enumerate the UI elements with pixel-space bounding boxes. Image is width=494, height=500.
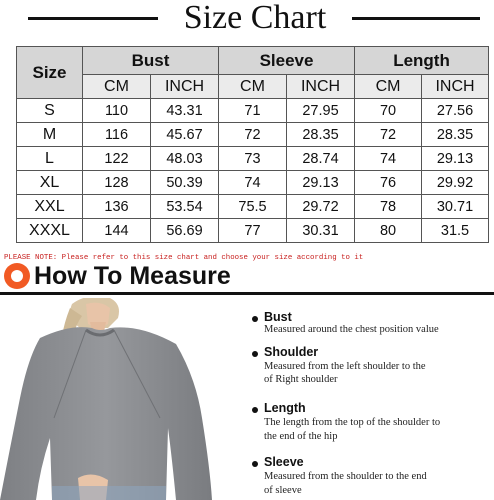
- sleeve-inch: 28.35: [287, 123, 355, 147]
- unit-sleeve-inch: INCH: [287, 75, 355, 99]
- table-row: [17, 195, 489, 219]
- measure-sleeve-desc-1: Measured from the shoulder to the end: [264, 471, 427, 482]
- size-label: XXL: [17, 195, 83, 219]
- size-chart-header: [0, 0, 494, 36]
- bust-cm: 110: [83, 99, 151, 123]
- page-title: Size Chart: [183, 0, 327, 36]
- bust-cm: 122: [83, 147, 151, 171]
- length-cm: 74: [355, 147, 422, 171]
- bust-cm: 144: [83, 219, 151, 243]
- bullet-icon: [252, 351, 258, 357]
- length-cm: 72: [355, 123, 422, 147]
- header-size: Size: [17, 47, 83, 99]
- size-note: PLEASE NOTE: Please refer to this size chart and choose your size according to it: [4, 254, 364, 262]
- bust-cm: 136: [83, 195, 151, 219]
- measure-bust-title: Bust: [264, 310, 292, 324]
- length-cm: 70: [355, 99, 422, 123]
- measure-bust-desc: Measured around the chest position value: [264, 324, 439, 335]
- bullet-icon: [252, 407, 258, 413]
- sleeve-cm: 77: [219, 219, 287, 243]
- length-cm: 80: [355, 219, 422, 243]
- bust-inch: 48.03: [151, 147, 219, 171]
- table-row: [17, 99, 489, 123]
- size-label: S: [17, 99, 83, 123]
- unit-length-cm: CM: [355, 75, 422, 99]
- table-row: [17, 171, 489, 195]
- section-rule: [0, 292, 494, 295]
- header-sleeve: Sleeve: [219, 47, 355, 75]
- length-inch: 31.5: [422, 219, 489, 243]
- measure-shoulder-desc-2: of Right shoulder: [264, 374, 338, 385]
- measure-length-title: Length: [264, 401, 306, 415]
- header-length: Length: [355, 47, 489, 75]
- table-unit-row: [17, 75, 489, 99]
- bust-inch: 56.69: [151, 219, 219, 243]
- bust-inch: 43.31: [151, 99, 219, 123]
- ring-icon: [4, 263, 30, 289]
- sleeve-cm: 72: [219, 123, 287, 147]
- bullet-icon: [252, 461, 258, 467]
- sleeve-inch: 29.13: [287, 171, 355, 195]
- table-row: [17, 219, 489, 243]
- length-inch: 29.92: [422, 171, 489, 195]
- measure-length-desc-2: the end of the hip: [264, 431, 338, 442]
- size-label: XL: [17, 171, 83, 195]
- measure-sleeve-title: Sleeve: [264, 455, 304, 469]
- sleeve-cm: 74: [219, 171, 287, 195]
- unit-sleeve-cm: CM: [219, 75, 287, 99]
- length-inch: 27.56: [422, 99, 489, 123]
- sleeve-cm: 75.5: [219, 195, 287, 219]
- unit-bust-inch: INCH: [151, 75, 219, 99]
- measure-shoulder-desc-1: Measured from the left shoulder to the: [264, 361, 426, 372]
- bust-inch: 45.67: [151, 123, 219, 147]
- title-rule-left: [28, 17, 158, 20]
- length-inch: 29.13: [422, 147, 489, 171]
- sweatshirt-model-image: [0, 298, 238, 500]
- table-group-header-row: [17, 47, 489, 75]
- unit-bust-cm: CM: [83, 75, 151, 99]
- measure-sleeve-desc-2: of sleeve: [264, 485, 302, 496]
- size-table: [16, 46, 489, 243]
- sleeve-inch: 28.74: [287, 147, 355, 171]
- sleeve-inch: 27.95: [287, 99, 355, 123]
- length-inch: 30.71: [422, 195, 489, 219]
- length-cm: 78: [355, 195, 422, 219]
- size-label: XXXL: [17, 219, 83, 243]
- bust-cm: 116: [83, 123, 151, 147]
- bust-inch: 50.39: [151, 171, 219, 195]
- bullet-icon: [252, 316, 258, 322]
- length-inch: 28.35: [422, 123, 489, 147]
- sleeve-cm: 71: [219, 99, 287, 123]
- measure-shoulder-title: Shoulder: [264, 345, 319, 359]
- table-row: [17, 123, 489, 147]
- sleeve-inch: 30.31: [287, 219, 355, 243]
- header-bust: Bust: [83, 47, 219, 75]
- title-rule-right: [352, 17, 480, 20]
- length-cm: 76: [355, 171, 422, 195]
- size-label: M: [17, 123, 83, 147]
- unit-length-inch: INCH: [422, 75, 489, 99]
- how-to-measure-heading: How To Measure: [34, 262, 231, 290]
- bust-cm: 128: [83, 171, 151, 195]
- bust-inch: 53.54: [151, 195, 219, 219]
- measure-length-desc-1: The length from the top of the shoulder to: [264, 417, 441, 428]
- size-label: L: [17, 147, 83, 171]
- sleeve-inch: 29.72: [287, 195, 355, 219]
- sleeve-cm: 73: [219, 147, 287, 171]
- table-row: [17, 147, 489, 171]
